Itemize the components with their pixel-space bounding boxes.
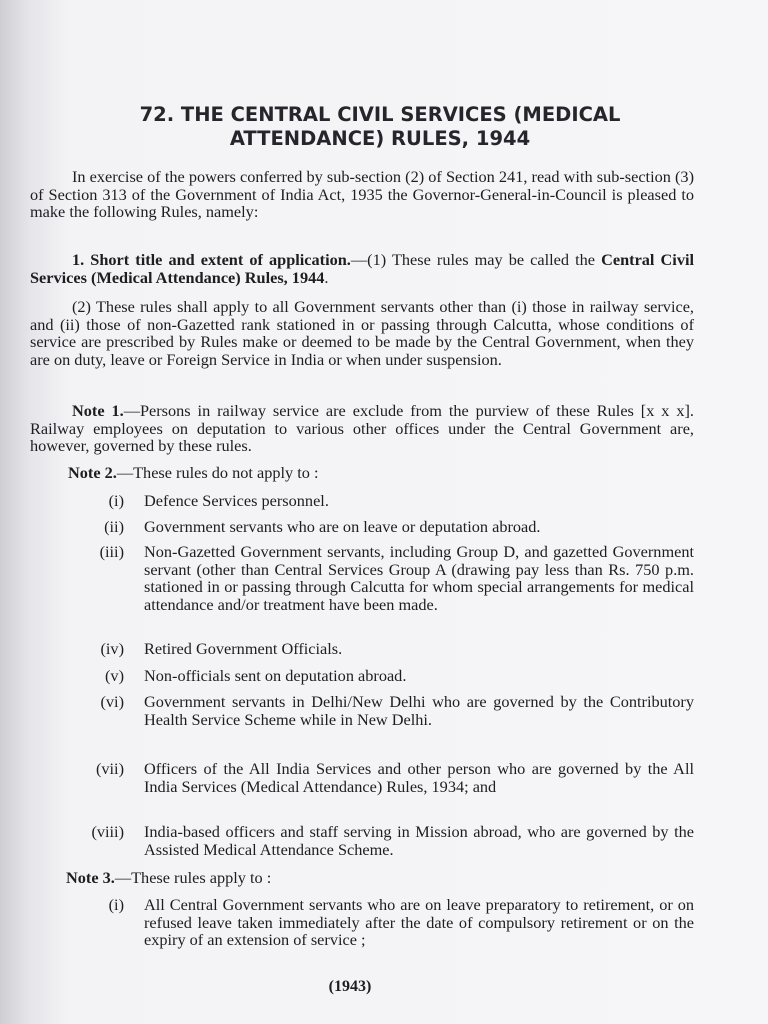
- document-title: [60, 103, 700, 151]
- list-item-number: (iii): [99, 542, 124, 561]
- list-item-number: (iv): [100, 639, 124, 658]
- rule-1-heading: 1. Short title and extent of application.: [72, 250, 351, 269]
- note-2-label: Note 2.: [68, 463, 117, 482]
- list-item-text: India-based officers and staff serving in Mission abroad, who are governed by the Assisted Medical Attendance Scheme.: [144, 822, 694, 859]
- list-item-number: (v): [105, 666, 124, 685]
- list-item-text: Defence Services personnel.: [144, 491, 329, 510]
- list-item-number: (ii): [104, 517, 124, 536]
- rule-1-paragraph: [30, 251, 694, 286]
- list-item-text: Non-Gazetted Government servants, including Group D, and gazetted Government servant (other than Central Services Group A (drawing pay less than Rs. 750 p.m. stationed in or passing through Calcutta for whom special arrangements for medical attendance and/or treatment have been made.: [144, 542, 694, 614]
- list-item-text: Officers of the All India Services and other person who are governed by the All India Services (Medical Attendance) Rules, 1934; and: [144, 759, 694, 796]
- note-1-text: —Persons in railway service are exclude from the purview of these Rules [x x x]. Railway employees on deputation to various other offices under the Central Government are, however, governed by these rules.: [30, 401, 694, 455]
- rules-name: Central Civil Services (Medical Attendance) Rules, 1944: [30, 250, 695, 287]
- list-item-number: (viii): [91, 822, 124, 841]
- list-item-number: (vii): [95, 759, 124, 778]
- note-3-label: Note 3.: [66, 868, 115, 887]
- list-item-text: Government servants in Delhi/New Delhi who are governed by the Contributory Health Service Scheme while in New Delhi.: [144, 692, 694, 729]
- list-item-text: Non-officials sent on deputation abroad.: [144, 666, 407, 685]
- note-2-text: —These rules do not apply to :: [116, 463, 319, 482]
- list-item-text: Government servants who are on leave or deputation abroad.: [144, 517, 541, 536]
- rule-1-text: —(1) These rules may be called the: [350, 250, 602, 269]
- note-1-paragraph: [30, 402, 694, 455]
- preamble-paragraph: In exercise of the powers conferred by sub-section (2) of Section 241, read with sub-section (3) of Section 313 of the Government of India Act, 1935 the Governor-General-in-Council is pleased to make the following Rules, namely:: [30, 167, 694, 221]
- rule-1-end: .: [324, 267, 329, 287]
- title-line-2: ATTENDANCE) RULES, 1944: [229, 127, 531, 150]
- list-item-number: (i): [108, 491, 124, 510]
- page-number: (1943): [328, 978, 372, 995]
- note-3-text: —These rules apply to :: [114, 868, 272, 887]
- note-1-label: Note 1.: [72, 401, 124, 420]
- list-item-number: (i): [108, 895, 124, 914]
- note-2-heading: [68, 464, 319, 482]
- title-line-1: 72. THE CENTRAL CIVIL SERVICES (MEDICAL: [139, 103, 621, 126]
- note-3-heading: [66, 869, 271, 887]
- list-item-text: Retired Government Officials.: [144, 639, 343, 658]
- rule-1-sub-2-paragraph: (2) These rules shall apply to all Government servants other than (i) those in railway service, and (ii) those of non-Gazetted rank stationed in or passing through Calcutta, whose conditions of service are prescribed by Rules make or deemed to be made by the Central Government, when they are on duty, leave or Foreign Service in India or when under suspension.: [30, 297, 694, 369]
- list-item-text: All Central Government servants who are on leave preparatory to retirement, or on refused leave taken immediately after the date of compulsory retirement or on the expiry of an extension of service ;: [144, 895, 694, 949]
- list-item-number: (vi): [100, 692, 124, 711]
